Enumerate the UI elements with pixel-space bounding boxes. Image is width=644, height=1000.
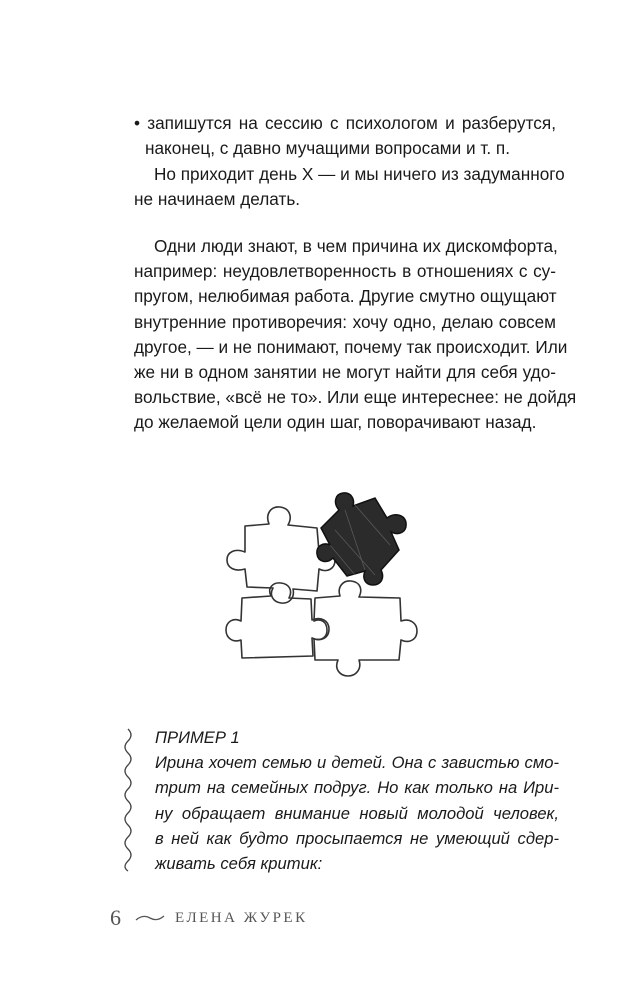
bullet-marker: • bbox=[134, 113, 141, 133]
puzzle-piece-dark bbox=[317, 493, 406, 585]
paragraph-line: внутренние противоречия: хочу одно, делаю совсем bbox=[134, 311, 556, 332]
paragraph-1 bbox=[134, 162, 565, 212]
bullet-item bbox=[134, 111, 556, 161]
puzzle-pieces-illustration bbox=[205, 490, 435, 690]
paragraph-line: не начинаем делать. bbox=[134, 189, 301, 210]
paragraph-line: же ни в одном занятии не могут найти для себя удо- bbox=[134, 361, 556, 382]
paragraph-line: другое, — и не понимают, почему так происходит. Или bbox=[134, 336, 568, 357]
example-line: ну обращает внимание новый молодой человек, bbox=[155, 803, 559, 823]
example-line: Ирина хочет семью и детей. Она с завистью смо- bbox=[155, 753, 559, 772]
bullet-line-2: наконец, с давно мучащими вопросами и т. п. bbox=[145, 138, 510, 159]
example-block bbox=[155, 726, 559, 876]
page-footer bbox=[110, 903, 308, 933]
example-line: живать себя критик: bbox=[155, 854, 323, 874]
paragraph-line: Но приходит день Х — и мы ничего из задуманного bbox=[154, 164, 565, 184]
paragraph-line: пругом, нелюбимая работа. Другие смутно ощущают bbox=[134, 286, 557, 307]
page-number: 6 bbox=[110, 905, 121, 930]
bullet-line-1: • запишутся на сессию с психологом и разберутся, bbox=[134, 113, 556, 133]
wavy-line-decoration bbox=[120, 727, 136, 872]
paragraph-line: Одни люди знают, в чем причина их дискомфорта, bbox=[154, 236, 558, 256]
example-title: ПРИМЕР 1 bbox=[155, 728, 240, 747]
paragraph-line: например: неудовлетворенность в отношениях с су- bbox=[134, 261, 556, 282]
paragraph-line: вольствие, «всё не то». Или еще интереснее: не дойдя bbox=[134, 387, 577, 408]
author-name: ЕЛЕНА ЖУРЕК bbox=[175, 909, 308, 926]
paragraph-2 bbox=[134, 234, 577, 436]
example-line: трит на семейных подруг. Но как только на Ири- bbox=[155, 778, 559, 798]
example-line: в ней как будто просыпается не умеющий сдер- bbox=[155, 828, 559, 848]
paragraph-line: до желаемой цели один шаг, поворачивают назад. bbox=[134, 412, 537, 433]
tilde-ornament-icon bbox=[135, 913, 165, 923]
